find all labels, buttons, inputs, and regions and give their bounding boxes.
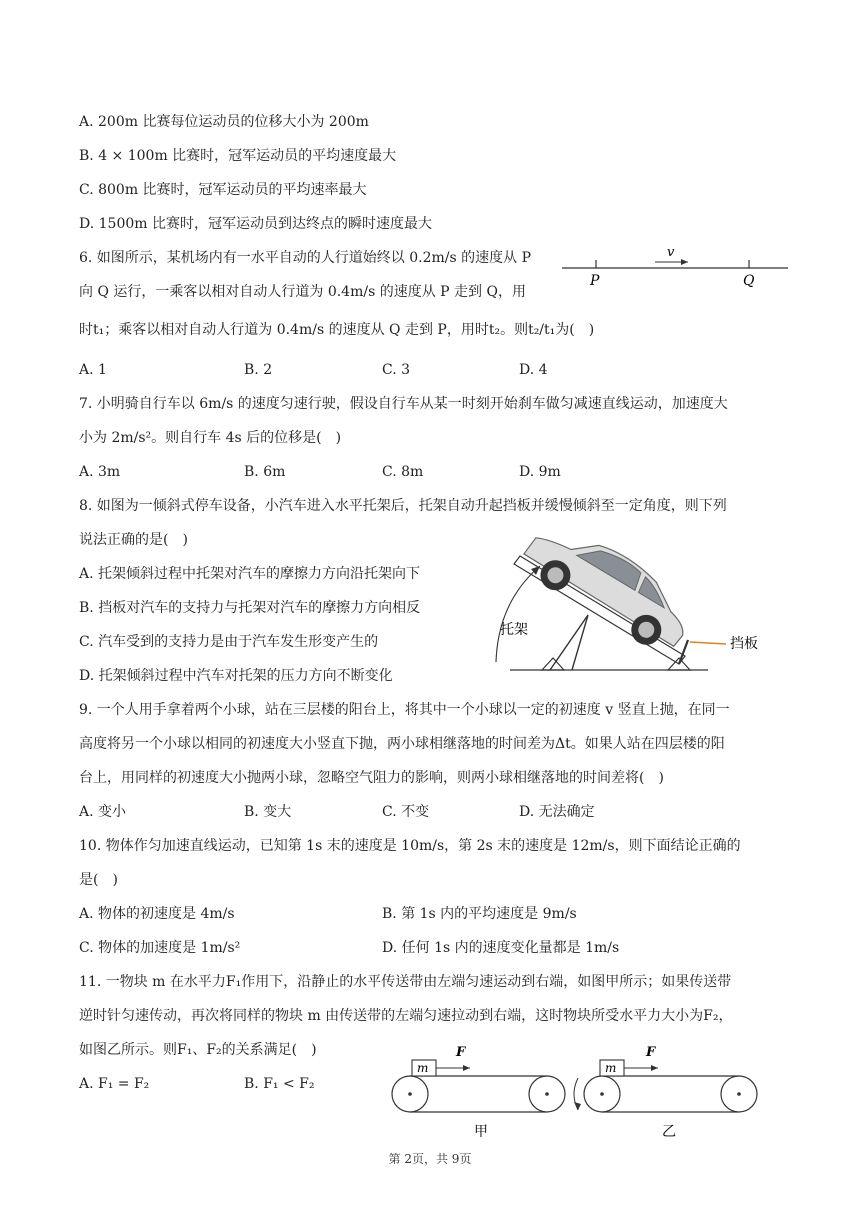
q6-option-b: B. 2	[244, 362, 273, 378]
block-label: m	[605, 1061, 617, 1075]
q9-stem-line1: 9. 一个人用手拿着两个小球，站在三层楼的阳台上，将其中一个小球以一定的初速度 v 竖直上抛，在同一	[79, 702, 730, 718]
q8-option-a: A. 托架倾斜过程中托架对汽车的摩擦力方向沿托架向下	[79, 566, 421, 582]
q10-stem-line1: 10. 物体作匀加速直线运动，已知第 1s 末的速度是 10m/s，第 2s 末的速度是 12m/s，则下面结论正确的	[79, 838, 741, 854]
page-footer: 第 2页，共 9页	[388, 1152, 472, 1166]
support-leg-right	[572, 615, 588, 670]
q7-option-d: D. 9m	[519, 464, 561, 480]
q10-option-c: C. 物体的加速度是 1m/s²	[79, 940, 241, 956]
q7-stem-line2: 小为 2m/s²。则自行车 4s 后的位移是( )	[79, 430, 342, 446]
q-label: Q	[743, 273, 755, 289]
force-label: F	[646, 1045, 656, 1060]
q7-option-c: C. 8m	[382, 464, 424, 480]
tilt-arrow	[496, 566, 540, 662]
q11-stem-line2: 逆时针匀速传动，再次将同样的物块 m 由传送带的左端匀速拉动到右端，这时物块所受水平力大小为F₂，	[79, 1008, 733, 1024]
q7-stem-line1: 7. 小明骑自行车以 6m/s 的速度匀速行驶，假设自行车从某一时刻开始刹车做匀减速直线运动，加速度大	[79, 396, 728, 412]
left-base-triangle	[542, 658, 564, 670]
car-icon	[515, 522, 702, 660]
q11-option-a: A. F₁ = F₂	[79, 1076, 150, 1092]
q5-option-a: A. 200m 比赛每位运动员的位移大小为 200m	[79, 114, 369, 130]
q9-option-b: B. 变大	[244, 804, 292, 820]
q9-option-d: D. 无法确定	[519, 804, 595, 820]
caption-jia: 甲	[474, 1124, 488, 1140]
q8-option-b: B. 挡板对汽车的支持力与托架对汽车的摩擦力方向相反	[79, 600, 421, 616]
q9-option-c: C. 不变	[382, 804, 430, 820]
q5-option-c: C. 800m 比赛时，冠军运动员的平均速率最大	[79, 182, 367, 198]
q10-option-a: A. 物体的初速度是 4m/s	[79, 906, 235, 922]
baffle-label: 挡板	[730, 636, 758, 652]
q6-option-d: D. 4	[519, 362, 548, 378]
velocity-label: v	[667, 245, 675, 260]
q7-option-b: B. 6m	[244, 464, 286, 480]
conveyor-jia	[392, 1045, 565, 1140]
q5-option-b: B. 4 × 100m 比赛时，冠军运动员的平均速度最大	[79, 148, 397, 164]
q10-option-b: B. 第 1s 内的平均速度是 9m/s	[382, 906, 577, 922]
q9-option-a: A. 变小	[79, 804, 127, 820]
q5-option-d: D. 1500m 比赛时，冠军运动员到达终点的瞬时速度最大	[79, 216, 432, 232]
q11-stem-line1: 11. 一物块 m 在水平力F₁作用下，沿静止的水平传送带由左端匀速运动到右端，如图甲所示；如果传送带	[79, 974, 732, 990]
rotation-arrow-head-icon	[574, 1102, 581, 1110]
conveyor-yi	[574, 1045, 757, 1140]
baffle-plate	[679, 640, 688, 664]
rack-label: 托架	[500, 622, 528, 638]
q8-stem-line1: 8. 如图为一倾斜式停车设备，小汽车进入水平托架后，托架自动升起挡板并缓慢倾斜至一定角度，则下列	[79, 498, 727, 514]
block-label: m	[417, 1061, 429, 1075]
q9-stem-line3: 台上，用同样的初速度大小抛两小球，忽略空气阻力的影响，则两小球相继落地的时间差将( )	[79, 770, 664, 786]
force-arrow-icon	[651, 1065, 658, 1071]
q6-option-a: A. 1	[79, 362, 107, 378]
arrow-head-icon	[681, 259, 688, 265]
q6-stem-line3: 时t₁；乘客以相对自动人行道为 0.4m/s 的速度从 Q 走到 P，用时t₂。则t₂/t₁为( )	[79, 322, 595, 338]
q10-stem-line2: 是( )	[79, 872, 118, 888]
baffle-pointer	[690, 642, 726, 644]
q6-stem-line1: 6. 如图所示，某机场内有一水平自动的人行道始终以 0.2m/s 的速度从 P	[79, 250, 532, 266]
q6-option-c: C. 3	[382, 362, 411, 378]
force-arrow-icon	[463, 1065, 470, 1071]
q8-option-c: C. 汽车受到的支持力是由于汽车发生形变产生的	[79, 634, 379, 650]
force-label: F	[456, 1045, 466, 1060]
q8-parking-figure	[480, 522, 780, 677]
caption-yi: 乙	[662, 1124, 676, 1140]
q9-stem-line2: 高度将另一个小球以相同的初速度大小竖直下抛，两小球相继落地的时间差为Δt。如果人站在四层楼的阳	[79, 736, 725, 752]
q11-conveyor-figure	[390, 1040, 770, 1140]
q6-stem-line2: 向 Q 运行，一乘客以相对自动人行道为 0.4m/s 的速度从 P 走到 Q，用	[79, 284, 526, 300]
q10-option-d: D. 任何 1s 内的速度变化量都是 1m/s	[382, 940, 620, 956]
q7-option-a: A. 3m	[79, 464, 121, 480]
p-label: P	[590, 273, 600, 289]
q11-option-b: B. F₁ < F₂	[244, 1076, 315, 1092]
q8-stem-line2: 说法正确的是( )	[79, 532, 188, 548]
q11-stem-line3: 如图乙所示。则F₁、F₂的关系满足( )	[79, 1042, 317, 1058]
q6-walkway-figure	[560, 240, 790, 292]
q8-option-d: D. 托架倾斜过程中汽车对托架的压力方向不断变化	[79, 668, 393, 684]
